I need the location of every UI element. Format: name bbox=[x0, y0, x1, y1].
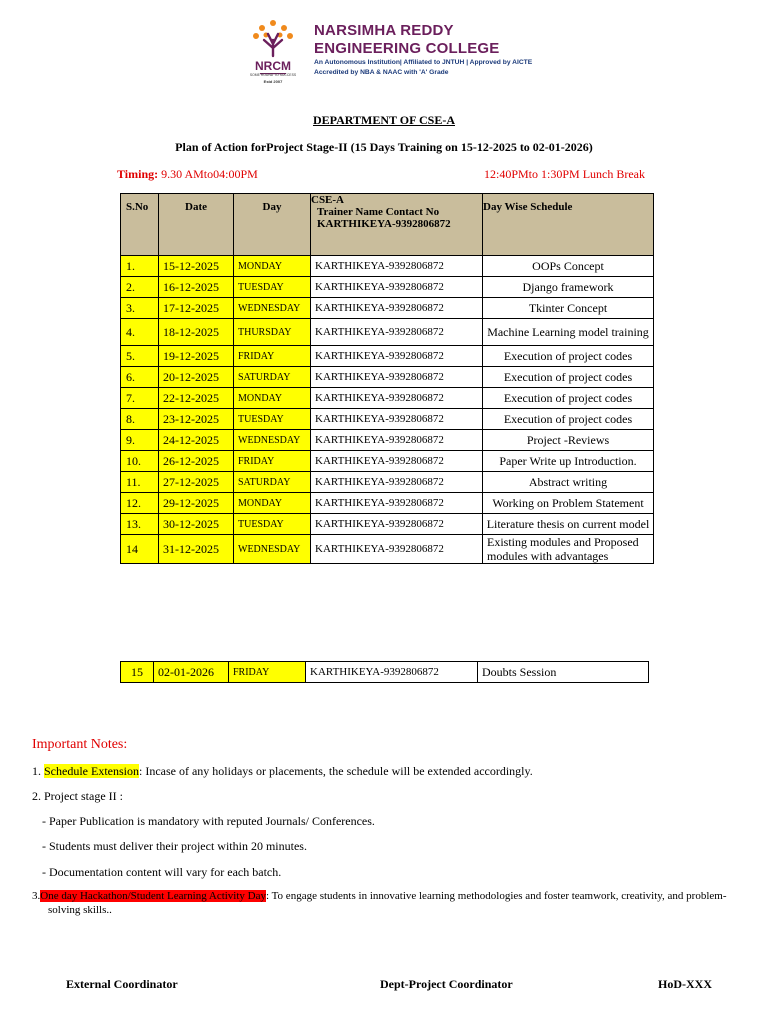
row-day: TUESDAY bbox=[234, 409, 311, 430]
row-topic: Execution of project codes bbox=[483, 388, 654, 409]
table-row bbox=[121, 451, 654, 472]
row-date: 24-12-2025 bbox=[159, 430, 234, 451]
college-logo-banner bbox=[230, 8, 542, 88]
row-topic: Execution of project codes bbox=[483, 409, 654, 430]
row-number: 12. bbox=[121, 493, 159, 514]
row-topic: Tkinter Concept bbox=[483, 298, 654, 319]
row-topic: Abstract writing bbox=[483, 472, 654, 493]
row-date: 19-12-2025 bbox=[159, 346, 234, 367]
row-date: 18-12-2025 bbox=[159, 319, 234, 346]
row-day: MONDAY bbox=[234, 256, 311, 277]
row-date: 27-12-2025 bbox=[159, 472, 234, 493]
row-day: FRIDAY bbox=[234, 451, 311, 472]
row-topic: Project -Reviews bbox=[483, 430, 654, 451]
table-row bbox=[121, 472, 654, 493]
row-number: 13. bbox=[121, 514, 159, 535]
note3-prefix: 3. bbox=[32, 890, 41, 902]
row-date: 26-12-2025 bbox=[159, 451, 234, 472]
note1-text: : Incase of any holidays or placements, the schedule will be extended accordingly. bbox=[138, 764, 533, 778]
timing-label: Timing: bbox=[117, 167, 159, 181]
row-day: FRIDAY bbox=[234, 346, 311, 367]
header-day: Day bbox=[234, 194, 311, 256]
table-row bbox=[121, 346, 654, 367]
note1-prefix: 1. bbox=[32, 764, 44, 778]
header-sno: S.No bbox=[121, 194, 159, 256]
row-day: FRIDAY bbox=[229, 662, 306, 683]
row-topic: Execution of project codes bbox=[483, 346, 654, 367]
row-date: 22-12-2025 bbox=[159, 388, 234, 409]
row-topic: Django framework bbox=[483, 277, 654, 298]
row-date: 16-12-2025 bbox=[159, 277, 234, 298]
table-row bbox=[121, 388, 654, 409]
logo-established: Estd 2007 bbox=[263, 79, 283, 84]
row-day: WEDNESDAY bbox=[234, 535, 311, 564]
row-trainer: KARTHIKEYA-9392806872 bbox=[311, 430, 483, 451]
table-row bbox=[121, 367, 654, 388]
header-trainer-value: KARTHIKEYA-9392806872 bbox=[317, 218, 451, 230]
row-topic: OOPs Concept bbox=[483, 256, 654, 277]
row-day: SATURDAY bbox=[234, 472, 311, 493]
header-trainer bbox=[311, 194, 483, 256]
table-row bbox=[121, 319, 654, 346]
row-trainer: KARTHIKEYA-9392806872 bbox=[311, 277, 483, 298]
row-trainer: KARTHIKEYA-9392806872 bbox=[311, 367, 483, 388]
timing-info bbox=[117, 167, 258, 182]
table-row bbox=[121, 409, 654, 430]
row-topic: Execution of project codes bbox=[483, 367, 654, 388]
row-trainer: KARTHIKEYA-9392806872 bbox=[311, 535, 483, 564]
row-date: 20-12-2025 bbox=[159, 367, 234, 388]
row-number: 1. bbox=[121, 256, 159, 277]
header-trainer-section: CSE-A bbox=[311, 194, 345, 206]
row-trainer: KARTHIKEYA-9392806872 bbox=[311, 514, 483, 535]
row-trainer: KARTHIKEYA-9392806872 bbox=[311, 493, 483, 514]
row-day: WEDNESDAY bbox=[234, 430, 311, 451]
row-day: WEDNESDAY bbox=[234, 298, 311, 319]
row-number: 5. bbox=[121, 346, 159, 367]
notes-title: Important Notes: bbox=[32, 737, 128, 752]
row-number: 2. bbox=[121, 277, 159, 298]
row-date: 23-12-2025 bbox=[159, 409, 234, 430]
row-number: 9. bbox=[121, 430, 159, 451]
note1-highlight: Schedule Extension bbox=[44, 764, 139, 778]
table-row bbox=[121, 535, 654, 564]
row-number: 14 bbox=[121, 535, 159, 564]
row-trainer: KARTHIKEYA-9392806872 bbox=[311, 298, 483, 319]
timing-value: 9.30 AMto04:00PM bbox=[158, 167, 258, 181]
signature-dept-coordinator: Dept-Project Coordinator bbox=[380, 977, 513, 991]
row-topic: Literature thesis on current model bbox=[483, 514, 654, 535]
row-date: 31-12-2025 bbox=[159, 535, 234, 564]
signature-external-coordinator: External Coordinator bbox=[66, 977, 178, 991]
row-topic: Machine Learning model training bbox=[483, 319, 654, 346]
table-row bbox=[121, 430, 654, 451]
department-title: DEPARTMENT OF CSE-A bbox=[312, 113, 456, 127]
row-number: 7. bbox=[121, 388, 159, 409]
note3-highlight: One day Hackathon/Student Learning Activity Day bbox=[40, 890, 266, 902]
row-number: 15 bbox=[121, 662, 154, 683]
row-day: MONDAY bbox=[234, 493, 311, 514]
row-date: 30-12-2025 bbox=[159, 514, 234, 535]
note-hackathon-continued: solving skills.. bbox=[48, 904, 112, 916]
schedule-table-final-row bbox=[120, 661, 649, 683]
row-number: 6. bbox=[121, 367, 159, 388]
row-date: 17-12-2025 bbox=[159, 298, 234, 319]
row-trainer: KARTHIKEYA-9392806872 bbox=[311, 451, 483, 472]
college-emblem-icon bbox=[244, 18, 302, 88]
row-day: TUESDAY bbox=[234, 514, 311, 535]
row-number: 3. bbox=[121, 298, 159, 319]
row-date: 29-12-2025 bbox=[159, 493, 234, 514]
row-trainer: KARTHIKEYA-9392806872 bbox=[311, 472, 483, 493]
note-documentation: - Documentation content will vary for each batch. bbox=[42, 865, 282, 879]
affiliation-line: An Autonomous Institution| Affiliated to JNTUH | Approved by AICTE bbox=[314, 59, 533, 66]
note-paper-publication: - Paper Publication is mandatory with reputed Journals/ Conferences. bbox=[42, 814, 375, 828]
row-day: THURSDAY bbox=[234, 319, 311, 346]
note3-text: : To engage students in innovative learning methodologies and foster teamwork, creativity, and problem- bbox=[266, 890, 727, 902]
header-trainer-label: Trainer Name Contact No bbox=[317, 206, 440, 218]
row-day: MONDAY bbox=[234, 388, 311, 409]
row-number: 8. bbox=[121, 409, 159, 430]
schedule-table bbox=[120, 193, 654, 564]
row-day: SATURDAY bbox=[234, 367, 311, 388]
row-topic: Working on Problem Statement bbox=[483, 493, 654, 514]
header-date: Date bbox=[159, 194, 234, 256]
lunch-break-info: 12:40PMto 1:30PM Lunch Break bbox=[484, 167, 645, 181]
table-header-row bbox=[121, 194, 654, 256]
row-trainer: KARTHIKEYA-9392806872 bbox=[311, 256, 483, 277]
row-number: 11. bbox=[121, 472, 159, 493]
row-day: TUESDAY bbox=[234, 277, 311, 298]
table-row bbox=[121, 256, 654, 277]
note-schedule-extension bbox=[32, 764, 533, 779]
table-row bbox=[121, 277, 654, 298]
signature-hod: HoD-XXX bbox=[658, 977, 712, 991]
row-trainer: KARTHIKEYA-9392806872 bbox=[311, 319, 483, 346]
row-number: 10. bbox=[121, 451, 159, 472]
row-trainer: KARTHIKEYA-9392806872 bbox=[311, 388, 483, 409]
row-number: 4. bbox=[121, 319, 159, 346]
note-project-delivery: - Students must deliver their project within 20 minutes. bbox=[42, 839, 307, 853]
row-trainer: KARTHIKEYA-9392806872 bbox=[311, 346, 483, 367]
row-date: 02-01-2026 bbox=[154, 662, 229, 683]
logo-tagline: SOME ROUND TO SUCCESS bbox=[249, 73, 297, 77]
row-topic: Paper Write up Introduction. bbox=[483, 451, 654, 472]
note-project-stage: 2. Project stage II : bbox=[32, 789, 123, 803]
row-date: 15-12-2025 bbox=[159, 256, 234, 277]
table-row bbox=[121, 514, 654, 535]
college-name bbox=[314, 22, 500, 58]
row-topic: Doubts Session bbox=[478, 662, 649, 683]
row-topic: Existing modules and Proposed modules with advantages bbox=[483, 535, 654, 564]
accreditation-line: Accredited by NBA & NAAC with 'A' Grade bbox=[314, 69, 449, 76]
header-schedule: Day Wise Schedule bbox=[483, 194, 654, 256]
note-hackathon bbox=[32, 890, 732, 902]
college-name-line2: ENGINEERING COLLEGE bbox=[314, 40, 500, 57]
svg-text:NRCM: NRCM bbox=[255, 59, 291, 73]
row-trainer: KARTHIKEYA-9392806872 bbox=[306, 662, 478, 683]
row-trainer: KARTHIKEYA-9392806872 bbox=[311, 409, 483, 430]
table-row bbox=[121, 493, 654, 514]
table-row bbox=[121, 298, 654, 319]
college-name-line1: NARSIMHA REDDY bbox=[314, 22, 454, 39]
table-row bbox=[121, 662, 649, 683]
plan-title: Plan of Action forProject Stage-II (15 Days Training on 15-12-2025 to 02-01-2026) bbox=[175, 140, 593, 154]
